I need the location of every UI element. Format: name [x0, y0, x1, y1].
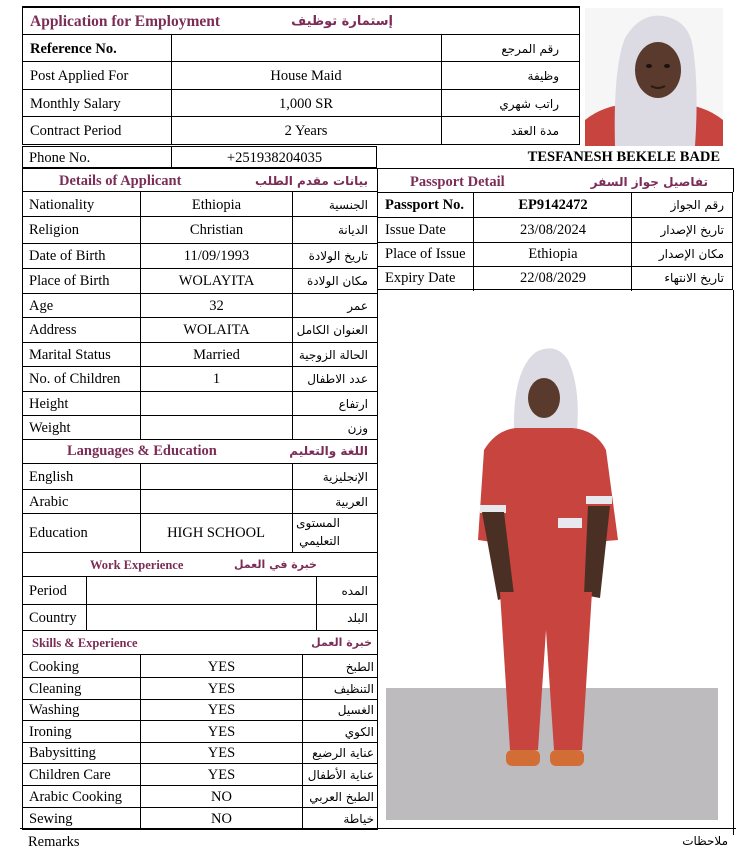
job-row-label-ar: راتب شهري	[499, 97, 559, 111]
skill-label: Cooking	[29, 658, 79, 675]
job-row-label: Post Applied For	[30, 68, 129, 84]
passport-label: Place of Issue	[385, 246, 466, 262]
detail-value: 32	[209, 297, 224, 314]
form-title-arabic: إستمارة توظيف	[291, 14, 393, 29]
job-row-value: 2 Years	[284, 123, 328, 139]
detail-label: Date of Birth	[29, 248, 106, 264]
detail-label: Nationality	[29, 196, 95, 213]
phone-value: +251938204035	[226, 150, 323, 166]
skill-label-ar: خياطة	[343, 811, 374, 826]
full-body-photo	[386, 330, 718, 820]
detail-label: Age	[29, 297, 54, 314]
remarks-label: Remarks	[28, 834, 80, 850]
passport-label-ar: رقم الجواز	[670, 198, 724, 212]
job-row-label-ar: رقم المرجع	[501, 42, 559, 56]
passport-label: Passport No.	[385, 197, 464, 213]
languages-heading-en: Languages & Education	[67, 443, 217, 459]
passport-label: Issue Date	[385, 222, 446, 238]
details-heading	[22, 168, 378, 192]
education-value: HIGH SCHOOL	[167, 525, 265, 541]
detail-label: Religion	[29, 222, 79, 238]
detail-label-ar: وزن	[347, 420, 368, 435]
form-title: Application for Employment	[30, 13, 221, 30]
detail-value: WOLAYITA	[178, 273, 255, 289]
portrait-photo	[585, 8, 723, 146]
detail-label-ar: الحالة الزوجية	[298, 347, 368, 362]
skill-label: Babysitting	[29, 745, 96, 761]
passport-value: Ethiopia	[528, 246, 578, 262]
skill-value: YES	[207, 745, 236, 761]
detail-label-ar: الجنسية	[328, 197, 368, 212]
skill-value: YES	[207, 723, 236, 740]
job-row-label-ar: مدة العقد	[511, 124, 559, 138]
skill-label: Children Care	[29, 766, 111, 783]
job-row-label: Reference No.	[30, 41, 117, 57]
remarks-row	[20, 828, 736, 858]
passport-label-ar: مكان الإصدار	[658, 247, 724, 261]
detail-label-ar: عدد الاطفال	[307, 372, 368, 386]
language-label: Arabic	[29, 493, 69, 510]
skills-heading-en: Skills & Experience	[32, 636, 138, 650]
passport-label: Expiry Date	[385, 270, 456, 286]
detail-label: No. of Children	[29, 371, 121, 387]
skill-label-ar: الكوي	[344, 724, 374, 739]
detail-label: Place of Birth	[29, 273, 110, 289]
job-row-label-ar: وظيفة	[527, 69, 559, 83]
passport-label-ar: تاريخ الانتهاء	[664, 271, 724, 285]
detail-value: Ethiopia	[191, 196, 242, 213]
skills-heading-ar: خبرة العمل	[311, 636, 372, 649]
skill-value: YES	[207, 658, 236, 675]
job-row-value: House Maid	[270, 68, 342, 84]
skill-label-ar: عناية الرضيع	[312, 746, 374, 760]
detail-value: 11/09/1993	[183, 248, 250, 264]
phone-row	[22, 146, 377, 168]
detail-label-ar: مكان الولادة	[306, 274, 368, 288]
work-label-ar: البلد	[347, 610, 368, 625]
detail-label-ar: ارتفاع	[338, 396, 368, 411]
remarks-label-ar: ملاحظات	[682, 834, 728, 848]
skill-value: NO	[211, 810, 232, 827]
work-heading-ar: خبرة في العمل	[233, 558, 317, 571]
education-row	[22, 513, 378, 553]
language-label-ar: الإنجليزية	[322, 470, 368, 484]
detail-value: Married	[193, 346, 240, 363]
phone-label: Phone No.	[29, 150, 91, 166]
skill-label-ar: التنظيف	[333, 681, 374, 696]
languages-heading	[22, 439, 378, 464]
skill-value: NO	[211, 788, 232, 805]
passport-value: 23/08/2024	[519, 222, 587, 238]
skill-label: Cleaning	[29, 680, 82, 697]
detail-value: 1	[212, 371, 221, 387]
detail-label: Marital Status	[29, 346, 111, 363]
passport-value: 22/08/2029	[519, 270, 587, 286]
skill-value: YES	[207, 680, 236, 697]
skill-label-ar: عناية الأطفال	[307, 767, 374, 782]
right-border	[733, 290, 734, 835]
education-label-ar-1: المستوى	[296, 516, 340, 530]
detail-value: Christian	[189, 222, 244, 238]
work-label: Country	[29, 609, 77, 626]
education-label-ar-2: التعليمي	[299, 534, 340, 548]
detail-label: Height	[29, 395, 69, 412]
detail-label: Weight	[29, 419, 71, 436]
skill-label: Ironing	[29, 723, 72, 740]
detail-label-ar: الديانة	[337, 223, 368, 237]
job-row-label: Monthly Salary	[30, 96, 121, 112]
passport-label-ar: تاريخ الإصدار	[660, 223, 724, 237]
work-heading-en: Work Experience	[90, 558, 184, 572]
skills-heading	[22, 630, 378, 655]
work-heading	[22, 553, 378, 577]
passport-heading-ar: تفاصيل جواز السفر	[590, 175, 708, 189]
education-label: Education	[29, 525, 88, 541]
header-bar	[22, 6, 580, 35]
detail-label-ar: العنوان الكامل	[296, 323, 368, 337]
passport-heading-en: Passport Detail	[410, 174, 505, 190]
details-heading-ar: بيانات مقدم الطلب	[254, 174, 368, 188]
skill-label: Washing	[29, 702, 80, 718]
passport-value: EP9142472	[518, 197, 588, 213]
job-row-label: Contract Period	[30, 123, 122, 139]
skill-value: YES	[207, 766, 236, 783]
detail-label-ar: تاريخ الولادة	[308, 249, 368, 263]
detail-label: Address	[29, 322, 77, 338]
skill-label-ar: الطبخ العربي	[309, 789, 374, 804]
languages-heading-ar: اللغة والتعليم	[289, 444, 368, 458]
skill-label-ar: الطبخ	[345, 659, 374, 674]
skill-label-ar: الغسيل	[337, 703, 374, 717]
passport-heading	[378, 168, 734, 192]
skill-label: Arabic Cooking	[29, 788, 123, 805]
language-label-ar: العربية	[335, 494, 368, 509]
skill-value: YES	[207, 702, 236, 718]
applicant-name: TESFANESH BEKELE BADE	[527, 149, 720, 165]
skill-label: Sewing	[29, 810, 73, 827]
work-label-ar: المده	[341, 584, 368, 598]
language-label: English	[29, 469, 74, 485]
job-row-value: 1,000 SR	[279, 96, 333, 112]
detail-label-ar: عمر	[347, 298, 368, 313]
work-label: Period	[29, 583, 67, 599]
detail-value: WOLAITA	[183, 322, 250, 338]
details-heading-en: Details of Applicant	[59, 173, 182, 189]
